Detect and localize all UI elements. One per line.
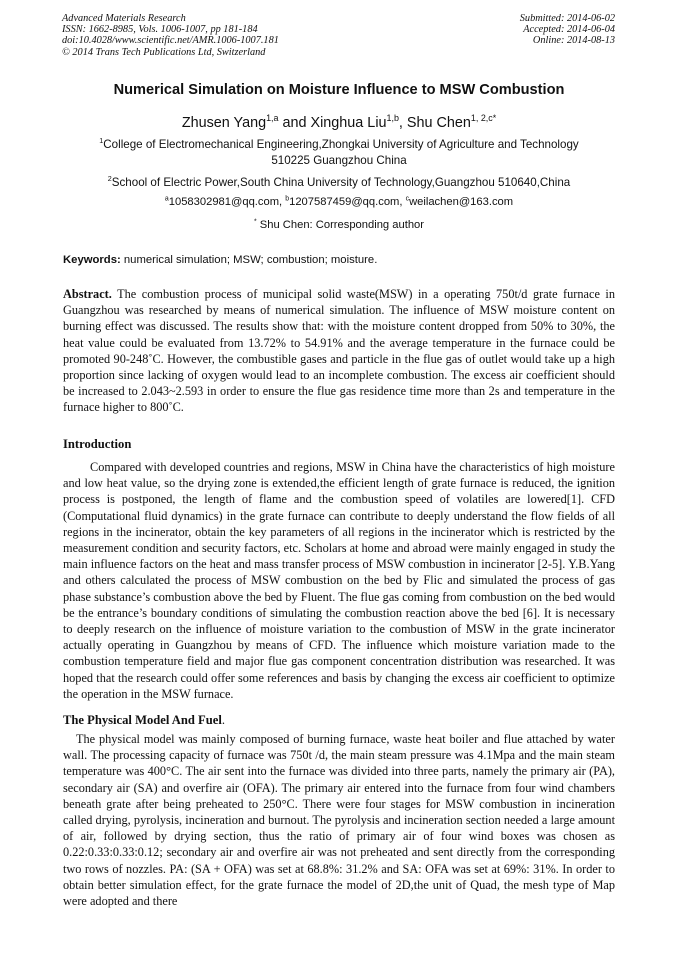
email-line (0, 195, 678, 211)
journal-header-left (62, 13, 279, 58)
author-name: Zhusen Yang (181, 115, 267, 131)
author-name: Shu Chen (406, 115, 471, 131)
section-heading-physical-model (63, 713, 225, 728)
author-affiliation-mark: 1,b (386, 113, 399, 124)
introduction-text: Compared with developed countries and regions, MSW in China have the characteristics of high moisture and low heat value, so the drying zone is extended,the efficient length of grate furnace is reduced, the ignition process is postponed, the length of flame and the combustion speed of volatiles are lowered[1]. CFD (Computational fluid dynamics) in the grate furnace can contribute to deeply understand the flow fields of all regions in the incinerator, obtain the key parameters of all regions in the incinerator which is restricted by the measurement condition and security factors, etc. Scholars at home and abroad were mainly engaged in study the main influence factors on the heat and mass transfer process of MSW combustion in incinerator [2-5]. Y.B.Yang and others calculated the process of MSW combustion on the bed by Flic and simulated the process of gas phase substance’s combustion above the bed by Fluent. The flue gas coming from combustion on the bed would be the entrance’s boundary conditions of simulating the combustion reaction above the bed [6]. It is necessary to deeply research on the influence of moisture variation to the combustion of MSW in the grate incinerator actually operating in Guangzhou by means of CFD. The influence which moisture variation made to the combustion temperature field and major flue gas component concentration distribution was researched. It was hoped that the research could offer some references and basis by changing the excess air coefficient to optimize the operation in the MSW furnace. (63, 460, 615, 701)
physical-model-heading-text: The Physical Model And Fuel (63, 713, 222, 727)
abstract-text: The combustion process of municipal solid waste(MSW) in a operating 750t/d grate furnace in Guangzhou was researched by means of numerical simulation. The influence of MSW moisture content on burning effect was discussed. The results show that: with the moisture content dropped from 50% to 30%, the heat value could be evaluated from 13.72% to 54.91% and the average temperature in the furnace could be promoted 90-248˚C. However, the combustible gases and particle in the flue gas of outlet would take up a high proportion since lacking of oxygen would lead to an incomplete combustion. The excess air coefficient should be increased to 2.043~2.593 in order to ensure the flue gas residence time more than 2s and temperature in the furnace higher to 800˚C. (63, 287, 615, 415)
corresponding-text: Shu Chen: Corresponding author (256, 219, 424, 231)
physical-model-paragraph (63, 731, 615, 909)
affiliation-1 (0, 137, 678, 168)
physical-model-text: The physical model was mainly composed of burning furnace, waste heat boiler and flue attached by water wall. The processing capacity of furnace was 750t /d, the main steam pressure was 4.1Mpa and the main steam temperature was 400°C. The air sent into the furnace was divided into three parts, namely the primary air (PA), secondary air (SA) and overfire air (OFA). The primary air entered into the furnace from four wind chambers beneath grate after being preheated to 250°C. There were four stages for MSW combustion in incineration called drying, pyrolysis, incineration and burnout. The pyrolysis and incineration section needed a large amount of air, followed by drying section, thus the ratio of primary air of four wind boxes was chosen as 0.22:0.33:0.33:0.12; secondary air and overfire air was not preheated and sent directly from the corresponding two rows of nozzles. PA: (SA + OFA) was set at 68.8%: 31.2% and SA: OFA was set at 69%: 31%. In order to obtain better simulation effect, for the grate furnace the model of 2D,the unit of Quad, the mesh type of Map were adopted and there (63, 732, 615, 909)
affiliation-mark: 2 (107, 174, 112, 184)
corresponding-author-note (0, 218, 678, 234)
heading-period: . (221, 713, 225, 727)
author-name: Xinghua Liu (310, 115, 387, 131)
author-affiliation-mark: 1,a (266, 113, 279, 124)
introduction-paragraph (63, 459, 615, 702)
email-mark: b (285, 195, 290, 203)
keywords-text: numerical simulation; MSW; combustion; moisture. (120, 254, 378, 266)
keywords-label: Keywords: (63, 254, 121, 266)
accepted-date: Accepted: 2014-06-04 (523, 24, 615, 36)
abstract-label: Abstract. (63, 287, 112, 301)
keywords (63, 254, 615, 266)
journal-name: Advanced Materials Research (62, 13, 186, 24)
affiliation-text: College of Electromechanical Engineering,Zhongkai University of Agriculture and Technology (103, 138, 579, 151)
doi-line: doi:10.4028/www.scientific.net/AMR.1006-1007.181 (62, 35, 279, 47)
author-affiliation-mark: 1, 2,c* (470, 113, 497, 124)
affiliation-text: 510225 Guangzhou China (271, 153, 407, 167)
author-separator: , (398, 115, 407, 131)
journal-header-right (520, 13, 615, 47)
email-address: weilachen@163.com (409, 196, 514, 208)
online-date: Online: 2014-08-13 (532, 35, 615, 47)
corresponding-mark: * (253, 218, 257, 226)
affiliation-2 (0, 175, 678, 191)
paper-title: Numerical Simulation on Moisture Influence to MSW Combustion (113, 82, 565, 98)
author-line (0, 115, 678, 131)
submitted-date: Submitted: 2014-06-02 (519, 13, 615, 24)
section-heading-introduction: Introduction (63, 437, 132, 451)
issn-line: ISSN: 1662-8985, Vols. 1006-1007, pp 181-184 (62, 24, 258, 36)
affiliation-text: School of Electric Power,South China University of Technology,Guangzhou 510640,China (111, 176, 571, 189)
email-mark: c (405, 195, 410, 203)
email-address: 1207587459@qq.com, (289, 196, 406, 208)
email-mark: a (164, 195, 169, 203)
author-conjunction: and (278, 115, 311, 131)
abstract (63, 286, 615, 416)
email-address: 1058302981@qq.com, (168, 196, 286, 208)
copyright-line: © 2014 Trans Tech Publications Ltd, Switzerland (62, 46, 266, 58)
affiliation-mark: 1 (99, 136, 104, 146)
